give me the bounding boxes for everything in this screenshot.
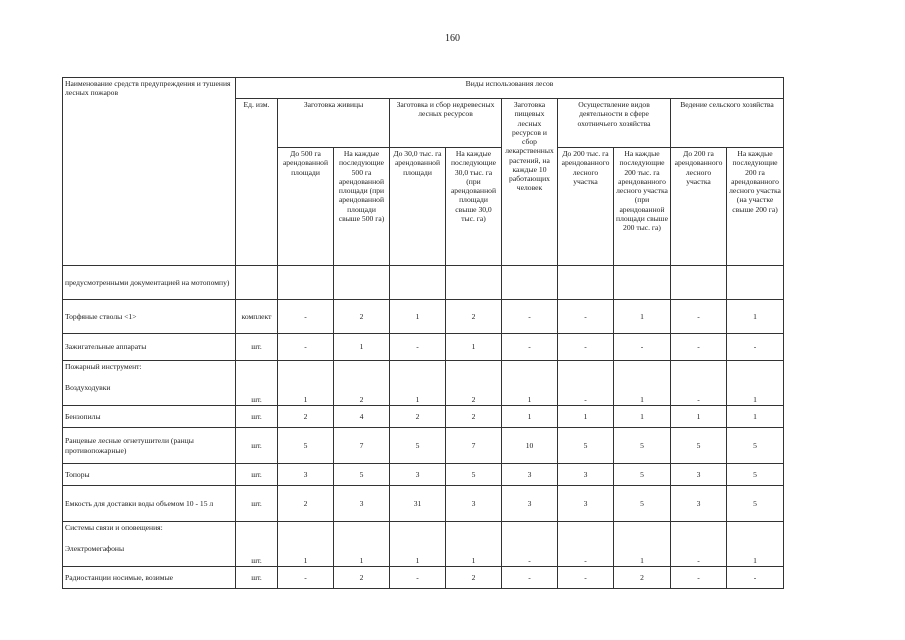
value-cell: - [558,361,614,406]
header-subcol-6: На каждые последующие 200 тыс. га арендованного лесного участка (при арендованной площади свыше 200 тыс. га) [614,148,671,266]
value-cell: 2 [390,406,446,428]
header-subcol-8: На каждые последующие 200 га арендованного лесного участка (на участке свыше 200 га) [727,148,784,266]
value-cell: - [727,334,784,361]
row-unit: шт. [236,522,278,567]
header-group-hunting: Осуществление видов деятельности в сфере охотничьего хозяйства [558,99,671,148]
value-cell: - [390,334,446,361]
value-cell: - [671,522,727,567]
value-cell: 1 [614,522,671,567]
value-cell: 2 [334,361,390,406]
header-forest-uses: Виды использования лесов [236,78,784,99]
value-cell: 1 [614,300,671,334]
value-cell: 3 [671,486,727,522]
row-label: Торфяные стволы <1> [65,311,137,321]
row-label: Воздуходувки [65,383,111,393]
value-cell: 5 [727,428,784,464]
value-cell: 3 [278,464,334,486]
row-label: Ранцевые лесные огнетушители (ранцы противопожарные) [65,436,194,455]
value-cell: 3 [558,464,614,486]
value-cell: - [671,567,727,589]
header-group-food: Заготовка пищевых лесных ресурсов и сбор лекарственных растений, на каждые 10 работающих человек [502,99,558,266]
row-name [63,428,236,464]
value-cell: 1 [502,406,558,428]
value-cell: 1 [278,361,334,406]
section-label: Системы связи и оповещения: [65,523,163,532]
value-cell [334,266,390,300]
row-label: Емкость для доставки воды объемом 10 - 15 л [65,498,214,508]
value-cell: 1 [671,406,727,428]
table-row [63,300,784,334]
value-cell: 1 [390,361,446,406]
value-cell: 7 [334,428,390,464]
value-cell: 2 [614,567,671,589]
row-label: Бензопилы [65,411,101,421]
value-cell: 5 [278,428,334,464]
value-cell: 5 [558,428,614,464]
value-cell: 3 [558,486,614,522]
value-cell: 1 [390,300,446,334]
value-cell: - [502,522,558,567]
value-cell [446,266,502,300]
row-name [63,361,236,406]
value-cell: 2 [446,300,502,334]
value-cell: 1 [614,406,671,428]
value-cell: - [502,300,558,334]
header-subcol-1: До 500 га арендованной площади [278,148,334,266]
value-cell: 3 [390,464,446,486]
value-cell: 3 [502,464,558,486]
value-cell [558,266,614,300]
value-cell: - [727,567,784,589]
row-label: Электромегафоны [65,544,125,554]
row-unit: шт. [236,486,278,522]
table-row [63,486,784,522]
value-cell [614,266,671,300]
value-cell: 1 [446,522,502,567]
row-unit: шт. [236,406,278,428]
value-cell: 1 [727,361,784,406]
table-row [63,406,784,428]
value-cell: 1 [727,522,784,567]
value-cell: 1 [390,522,446,567]
value-cell: 5 [614,464,671,486]
value-cell: 5 [446,464,502,486]
value-cell: - [278,334,334,361]
value-cell: 2 [446,361,502,406]
value-cell: 2 [278,406,334,428]
row-name [63,486,236,522]
row-label: Топоры [65,469,90,479]
row-name [63,334,236,361]
table-row [63,567,784,589]
row-unit [236,266,278,300]
value-cell: 2 [446,406,502,428]
table-row [63,428,784,464]
value-cell: 31 [390,486,446,522]
header-subcol-2: На каждые последующие 500 га арендованной площади (при арендованной площади свыше 500 га) [334,148,390,266]
value-cell [502,266,558,300]
value-cell: 2 [446,567,502,589]
value-cell: 3 [334,486,390,522]
value-cell: 1 [614,361,671,406]
value-cell: 7 [446,428,502,464]
value-cell: 5 [614,428,671,464]
row-name [63,266,236,300]
row-name [63,464,236,486]
value-cell: 4 [334,406,390,428]
table-row [63,266,784,300]
row-label: предусмотренными документацией на мотопомпу) [65,277,230,287]
header-unit: Ед. изм. [236,99,278,266]
value-cell: - [671,334,727,361]
row-name [63,522,236,567]
row-unit: комплект [236,300,278,334]
value-cell: 1 [334,522,390,567]
header-group-agriculture: Ведение сельского хозяйства [671,99,784,148]
row-label: Радиостанции носимые, возимые [65,572,174,582]
section-label: Пожарный инструмент: [65,362,142,371]
value-cell: - [558,522,614,567]
table-row [63,334,784,361]
value-cell: - [278,567,334,589]
value-cell: 5 [614,486,671,522]
table-row [63,361,784,406]
value-cell: 1 [727,300,784,334]
value-cell: 1 [334,334,390,361]
row-label: Зажигательные аппараты [65,342,147,352]
value-cell: 3 [446,486,502,522]
value-cell [278,266,334,300]
header-group-non-timber: Заготовка и сбор недревесных лесных ресурсов [390,99,502,148]
value-cell: 2 [334,300,390,334]
value-cell: 3 [671,464,727,486]
value-cell: - [278,300,334,334]
value-cell [671,266,727,300]
fire-equipment-table [62,77,784,589]
row-unit: шт. [236,361,278,406]
value-cell: 5 [334,464,390,486]
value-cell: 1 [502,361,558,406]
value-cell: 5 [727,486,784,522]
row-name [63,300,236,334]
header-subcol-3: До 30,0 тыс. га арендованной площади [390,148,446,266]
header-subcol-7: До 200 га арендованного лесного участка [671,148,727,266]
header-subcol-4: На каждые последующие 30,0 тыс. га (при арендованной площади свыше 30,0 тыс. га) [446,148,502,266]
header-group-resin: Заготовка живицы [278,99,390,148]
value-cell [727,266,784,300]
value-cell: 5 [727,464,784,486]
value-cell: - [502,567,558,589]
value-cell: - [558,334,614,361]
row-unit: шт. [236,334,278,361]
value-cell: 10 [502,428,558,464]
value-cell: 1 [727,406,784,428]
value-cell: 1 [558,406,614,428]
row-unit: шт. [236,428,278,464]
page-number: 160 [445,33,460,44]
row-unit: шт. [236,567,278,589]
value-cell: 5 [390,428,446,464]
value-cell: - [502,334,558,361]
table-row [63,522,784,567]
value-cell: - [558,567,614,589]
value-cell: 1 [446,334,502,361]
row-name [63,406,236,428]
row-name [63,567,236,589]
header-name-col: Наименование средств предупреждения и тушения лесных пожаров [63,78,236,266]
table-row [63,464,784,486]
value-cell: 3 [502,486,558,522]
value-cell: 2 [334,567,390,589]
value-cell: - [558,300,614,334]
value-cell: - [671,361,727,406]
value-cell: 5 [671,428,727,464]
row-unit: шт. [236,464,278,486]
table-body [63,266,784,589]
value-cell: - [390,567,446,589]
value-cell: - [614,334,671,361]
value-cell: - [671,300,727,334]
value-cell [390,266,446,300]
value-cell: 2 [278,486,334,522]
value-cell: 1 [278,522,334,567]
header-subcol-5: До 200 тыс. га арендованного лесного участка [558,148,614,266]
